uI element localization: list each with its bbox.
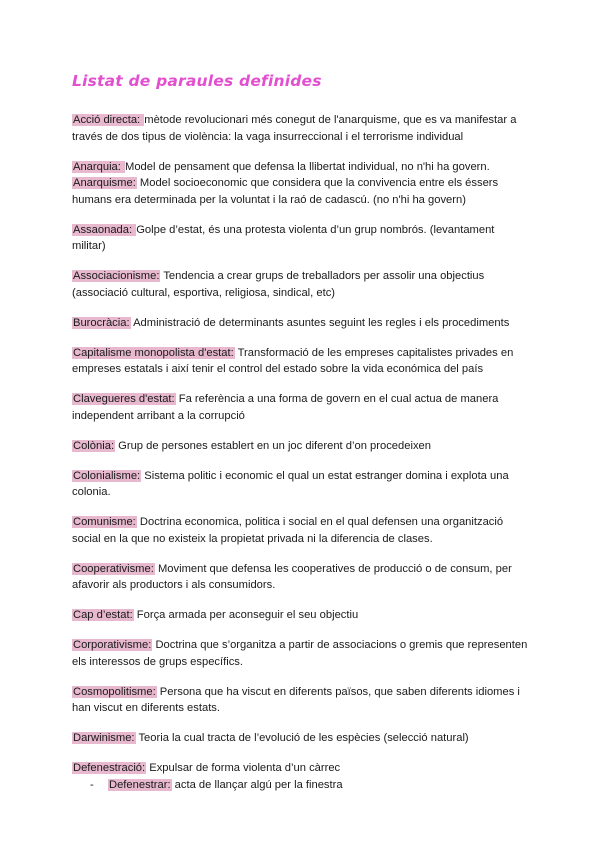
entry-cosmopolitisme [72, 684, 528, 717]
definition-text: Fa referència a una forma de govern en el cual actua de manera independent arribant a la corrupció [72, 393, 499, 422]
definition-text: Persona que ha viscut en diferents països, que saben diferents idiomes i han viscut en diferents estats. [72, 685, 520, 714]
definition-text: Sistema politic i economic el qual un estat estranger domina i explota una colonia. [72, 469, 509, 498]
definition-text: Model socioeconomic que considera que la convivencia entre els éssers humans era determinada per la voluntat i la raó de cadascú. (no n'hi ha govern) [72, 177, 499, 206]
term-label: Darwinisme: [73, 732, 135, 744]
entry-accio-directa [72, 112, 528, 145]
term-label: Colònia: [73, 439, 115, 452]
term-label: Comunisme: [73, 516, 136, 528]
definition-text: Tendencia a crear grups de treballadors per assolir una objectius (associació cultural, esportiva, religiosa, sindical, etc) [72, 270, 485, 299]
definition-text: mètode revolucionari més conegut de l'anarquisme, que es va manifestar a través de dos tipus de violència: la vaga insurreccional i el terrorisme individual [72, 114, 517, 143]
entry-corporativisme [72, 637, 528, 670]
term-label: Associacionisme: [73, 270, 160, 282]
definition-text: Model de pensament que defensa la llibertat individual, no n'hi ha govern. [125, 160, 490, 173]
definition-text: Doctrina que s’organitza a partir de associacions o gremis que representen els interessos de grups específics. [72, 639, 528, 668]
entry-burocracia [72, 315, 528, 332]
entry-darwinisme [72, 730, 528, 747]
entry-clavegueres-estat [72, 391, 528, 424]
entry-cap-estat [72, 607, 528, 624]
definition-text: Expulsar de forma violenta d’un càrrec [146, 762, 341, 774]
term-label: Cooperativisme: [73, 562, 154, 575]
term-label: Corporativisme: [73, 639, 152, 651]
term-label: Burocràcia: [73, 316, 130, 329]
term-label: Cosmopolitisme: [73, 685, 156, 698]
entry-anarquia [72, 159, 528, 176]
term-label: Clavegueres d'estat: [73, 393, 175, 405]
entry-cooperativisme [72, 561, 528, 594]
entry-defenestracio [72, 760, 528, 777]
document-title: Listat de paraules definides [72, 72, 322, 90]
entry-comunisme [72, 514, 528, 547]
term-label: Defenestrar: [109, 779, 171, 791]
term-label: Anarquia: [73, 160, 124, 173]
term-label: Defenestració: [73, 762, 146, 774]
document-page [72, 68, 528, 794]
entry-associacionisme [72, 268, 528, 301]
definition-text: Grup de persones establert en un joc diferent d’on procedeixen [115, 439, 431, 452]
entry-assaonada [72, 222, 528, 255]
entry-capitalisme-monopolista [72, 345, 528, 378]
term-label: Capitalisme monopolista d'estat: [73, 346, 234, 359]
bullet-dash: - [90, 779, 94, 791]
definition-text: Golpe d’estat, és una protesta violenta d’un grup nombrós. (levantament militar) [72, 223, 495, 252]
term-label: Anarquisme: [73, 177, 136, 189]
definition-text: Transformació de les empreses capitalistes privades en empreses estatals i així tenir el control del estado sobre la vida económica del país [72, 346, 514, 375]
term-label: Cap d’estat: [73, 609, 133, 621]
term-label: Colonialisme: [73, 469, 141, 482]
definition-text: acta de llançar algú per la finestra [171, 779, 343, 791]
definition-text: Força armada per aconseguir el seu objectiu [133, 609, 359, 621]
entry-colonialisme [72, 468, 528, 501]
subitem-defenestrar [90, 777, 528, 794]
entry-anarquisme [72, 175, 528, 208]
term-label: Assaonada: [73, 223, 136, 236]
definition-text: Moviment que defensa les cooperatives de producció o de consum, per afavorir als productors i als consumidors. [72, 562, 512, 591]
definition-text: Administració de determinants asuntes seguint les regles i els procediments [130, 316, 510, 329]
definition-text: Teoria la cual tracta de l’evolució de les espècies (selecció natural) [135, 732, 469, 744]
term-label: Acció directa: [73, 114, 144, 126]
definition-text: Doctrina economica, politica i social en el qual defensen una organització social en la que no existeix la propietat privada ni la diferencia de clases. [72, 516, 504, 545]
entry-colonia [72, 438, 528, 455]
